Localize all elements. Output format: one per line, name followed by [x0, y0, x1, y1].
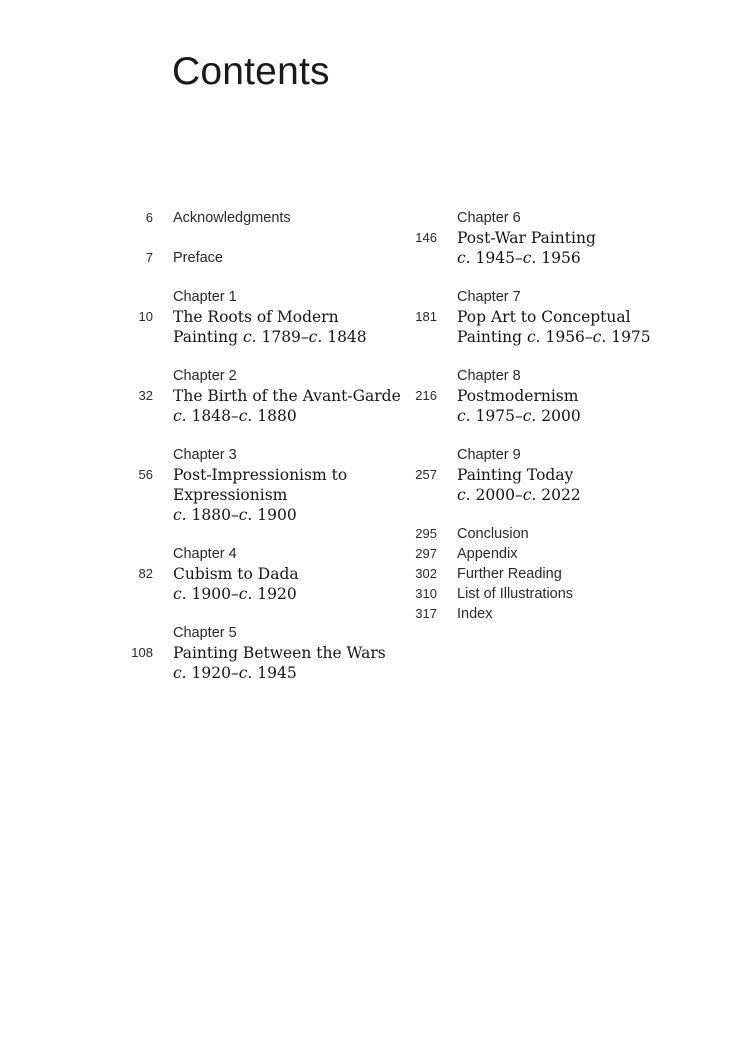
- chapter-title-line[interactable]: c. 1975–c. 2000: [457, 407, 581, 425]
- chapter-number: Chapter 2: [173, 368, 237, 384]
- page-number: 310: [415, 586, 437, 601]
- chapter-title-line[interactable]: c. 1920–c. 1945: [173, 664, 297, 682]
- page-number: 108: [131, 645, 153, 660]
- page-number: 181: [415, 309, 437, 324]
- page-number: 146: [415, 230, 437, 245]
- page-number: 10: [138, 309, 153, 324]
- page-number: 257: [415, 467, 437, 482]
- page-number: 297: [415, 546, 437, 561]
- chapter-title-line[interactable]: c. 1848–c. 1880: [173, 407, 297, 425]
- chapter-title-line[interactable]: Painting c. 1789–c. 1848: [173, 328, 367, 346]
- toc-entry-label[interactable]: Appendix: [457, 546, 518, 562]
- chapter-title-line[interactable]: c. 1900–c. 1920: [173, 585, 297, 603]
- chapter-title-line[interactable]: Postmodernism: [457, 387, 579, 405]
- page-number: 56: [138, 467, 153, 482]
- chapter-title-line[interactable]: Painting Between the Wars: [173, 644, 386, 662]
- page-number: 7: [145, 250, 153, 265]
- toc-entry-label[interactable]: List of Illustrations: [457, 586, 574, 602]
- chapter-number: Chapter 1: [173, 289, 237, 305]
- chapter-title-line[interactable]: Post-War Painting: [457, 229, 596, 247]
- chapter-number: Chapter 5: [173, 625, 237, 641]
- chapter-title-line[interactable]: c. 2000–c. 2022: [457, 486, 581, 504]
- toc-entry-label[interactable]: Preface: [173, 250, 223, 266]
- chapter-number: Chapter 4: [173, 546, 237, 562]
- toc-entry-label[interactable]: Index: [457, 606, 493, 622]
- chapter-title-line[interactable]: Expressionism: [173, 486, 288, 504]
- toc-entry-label[interactable]: Acknowledgments: [173, 210, 291, 226]
- chapter-title-line[interactable]: Pop Art to Conceptual: [457, 308, 631, 326]
- chapter-title-line[interactable]: Painting Today: [457, 466, 574, 484]
- toc-entry-label[interactable]: Conclusion: [457, 526, 529, 542]
- chapter-title-line[interactable]: The Roots of Modern: [173, 308, 339, 326]
- toc-entry-label[interactable]: Further Reading: [457, 566, 562, 582]
- chapter-title-line[interactable]: The Birth of the Avant-Garde: [173, 387, 401, 405]
- chapter-title-line[interactable]: c. 1945–c. 1956: [457, 249, 581, 267]
- chapter-title-line[interactable]: Post-Impressionism to: [173, 466, 348, 484]
- page-number: 82: [138, 566, 153, 581]
- page-number: 317: [415, 606, 437, 621]
- chapter-number: Chapter 6: [457, 210, 521, 226]
- page-number: 32: [138, 388, 153, 403]
- page-number: 6: [145, 210, 153, 225]
- page-number: 216: [415, 388, 437, 403]
- chapter-number: Chapter 3: [173, 447, 237, 463]
- chapter-number: Chapter 9: [457, 447, 521, 463]
- chapter-title-line[interactable]: Painting c. 1956–c. 1975: [457, 328, 651, 346]
- page-title: Contents: [172, 50, 330, 93]
- chapter-number: Chapter 7: [457, 289, 521, 305]
- chapter-number: Chapter 8: [457, 368, 521, 384]
- chapter-title-line[interactable]: c. 1880–c. 1900: [173, 506, 297, 524]
- chapter-title-line[interactable]: Cubism to Dada: [173, 565, 299, 583]
- page-number: 302: [415, 566, 437, 581]
- page-number: 295: [415, 526, 437, 541]
